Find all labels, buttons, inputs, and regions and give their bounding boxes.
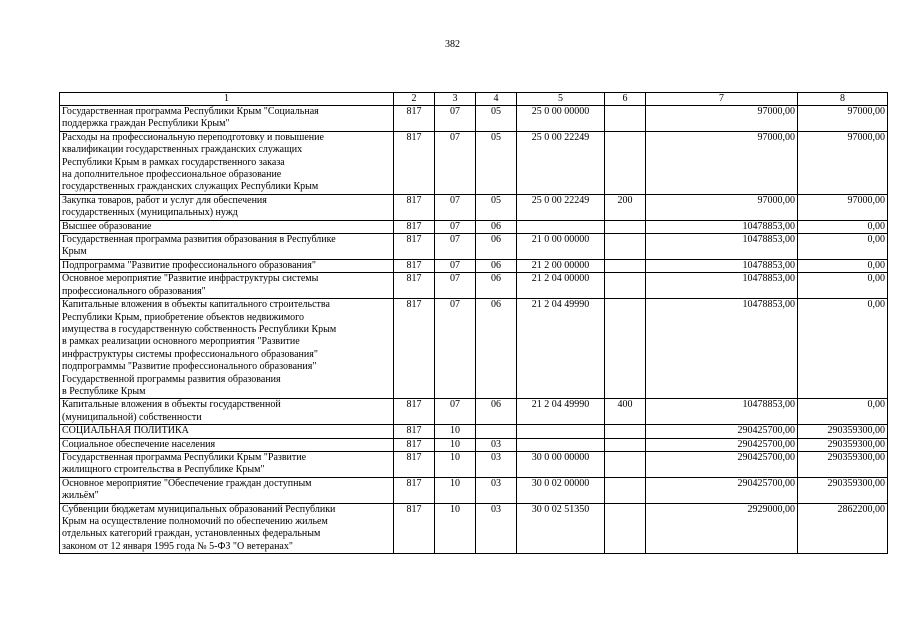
section-code-cell: 07 xyxy=(435,299,476,399)
header-cell: 3 xyxy=(435,93,476,106)
header-cell: 2 xyxy=(394,93,435,106)
page-number: 382 xyxy=(445,39,460,50)
table-row xyxy=(60,220,888,233)
subsection-code-cell: 03 xyxy=(476,451,517,477)
ministry-code-cell: 817 xyxy=(394,438,435,451)
section-code-cell: 07 xyxy=(435,234,476,260)
ministry-code-cell: 817 xyxy=(394,477,435,503)
amount-year1-cell: 290425700,00 xyxy=(646,451,798,477)
table-row xyxy=(60,106,888,132)
amount-year2-cell: 290359300,00 xyxy=(798,425,888,438)
amount-year1-cell: 290425700,00 xyxy=(646,438,798,451)
amount-year1-cell: 97000,00 xyxy=(646,194,798,220)
subsection-code-cell: 06 xyxy=(476,259,517,272)
amount-year2-cell: 0,00 xyxy=(798,299,888,399)
target-article-cell: 21 2 04 49990 xyxy=(517,399,605,425)
table-row xyxy=(60,425,888,438)
table-row xyxy=(60,451,888,477)
target-article-cell xyxy=(517,438,605,451)
amount-year1-cell: 97000,00 xyxy=(646,131,798,194)
ministry-code-cell: 817 xyxy=(394,220,435,233)
amount-year2-cell: 2862200,00 xyxy=(798,503,888,554)
section-code-cell: 10 xyxy=(435,503,476,554)
name-cell: СОЦИАЛЬНАЯ ПОЛИТИКА xyxy=(60,425,394,438)
name-cell: Высшее образование xyxy=(60,220,394,233)
ministry-code-cell: 817 xyxy=(394,503,435,554)
ministry-code-cell: 817 xyxy=(394,131,435,194)
subsection-code-cell: 06 xyxy=(476,399,517,425)
table-row xyxy=(60,299,888,399)
target-article-cell: 21 2 04 49990 xyxy=(517,299,605,399)
subsection-code-cell: 05 xyxy=(476,106,517,132)
section-code-cell: 10 xyxy=(435,451,476,477)
subsection-code-cell: 05 xyxy=(476,131,517,194)
header-cell: 1 xyxy=(60,93,394,106)
target-article-cell: 21 2 04 00000 xyxy=(517,273,605,299)
amount-year1-cell: 10478853,00 xyxy=(646,234,798,260)
subsection-code-cell: 03 xyxy=(476,438,517,451)
section-code-cell: 07 xyxy=(435,259,476,272)
amount-year2-cell: 0,00 xyxy=(798,399,888,425)
name-cell: Основное мероприятие "Обеспечение граждан доступным жильём" xyxy=(60,477,394,503)
amount-year1-cell: 290425700,00 xyxy=(646,425,798,438)
subsection-code-cell: 06 xyxy=(476,220,517,233)
section-code-cell: 07 xyxy=(435,220,476,233)
amount-year2-cell: 290359300,00 xyxy=(798,438,888,451)
header-cell: 6 xyxy=(605,93,646,106)
expense-type-cell xyxy=(605,299,646,399)
amount-year2-cell: 97000,00 xyxy=(798,194,888,220)
target-article-cell: 21 0 00 00000 xyxy=(517,234,605,260)
ministry-code-cell: 817 xyxy=(394,234,435,260)
name-cell: Государственная программа Республики Крым "Развитие жилищного строительства в Республике Крым" xyxy=(60,451,394,477)
section-code-cell: 07 xyxy=(435,131,476,194)
ministry-code-cell: 817 xyxy=(394,451,435,477)
amount-year1-cell: 10478853,00 xyxy=(646,259,798,272)
expense-type-cell xyxy=(605,451,646,477)
ministry-code-cell: 817 xyxy=(394,194,435,220)
target-article-cell: 25 0 00 00000 xyxy=(517,106,605,132)
header-cell: 8 xyxy=(798,93,888,106)
section-code-cell: 10 xyxy=(435,425,476,438)
section-code-cell: 10 xyxy=(435,438,476,451)
target-article-cell: 25 0 00 22249 xyxy=(517,131,605,194)
target-article-cell: 21 2 00 00000 xyxy=(517,259,605,272)
name-cell: Закупка товаров, работ и услуг для обеспечения государственных (муниципальных) нужд xyxy=(60,194,394,220)
table-row xyxy=(60,131,888,194)
table-row xyxy=(60,259,888,272)
name-cell: Государственная программа Республики Крым "Социальная поддержка граждан Республики Крым" xyxy=(60,106,394,132)
name-cell: Капитальные вложения в объекты государственной (муниципальной) собственности xyxy=(60,399,394,425)
amount-year2-cell: 0,00 xyxy=(798,220,888,233)
expense-type-cell xyxy=(605,220,646,233)
expense-type-cell: 200 xyxy=(605,194,646,220)
expense-type-cell xyxy=(605,131,646,194)
subsection-code-cell: 06 xyxy=(476,273,517,299)
table-row xyxy=(60,438,888,451)
expense-type-cell xyxy=(605,234,646,260)
section-code-cell: 07 xyxy=(435,399,476,425)
header-cell: 4 xyxy=(476,93,517,106)
section-code-cell: 07 xyxy=(435,194,476,220)
amount-year2-cell: 97000,00 xyxy=(798,106,888,132)
name-cell: Государственная программа развития образования в Республике Крым xyxy=(60,234,394,260)
expense-type-cell: 400 xyxy=(605,399,646,425)
subsection-code-cell: 06 xyxy=(476,234,517,260)
expense-type-cell xyxy=(605,503,646,554)
target-article-cell: 30 0 02 51350 xyxy=(517,503,605,554)
expense-type-cell xyxy=(605,106,646,132)
name-cell: Подпрограмма "Развитие профессионального образования" xyxy=(60,259,394,272)
table-row xyxy=(60,503,888,554)
amount-year2-cell: 0,00 xyxy=(798,273,888,299)
amount-year1-cell: 10478853,00 xyxy=(646,273,798,299)
target-article-cell: 30 0 00 00000 xyxy=(517,451,605,477)
amount-year1-cell: 10478853,00 xyxy=(646,220,798,233)
name-cell: Основное мероприятие "Развитие инфраструктуры системы профессионального образования" xyxy=(60,273,394,299)
ministry-code-cell: 817 xyxy=(394,106,435,132)
amount-year1-cell: 97000,00 xyxy=(646,106,798,132)
name-cell: Субвенции бюджетам муниципальных образований Республики Крым на осуществление полномочий по обеспечению жильем отдельных категорий граждан, установленных федеральным законом от 12 января 1995 года № 5-ФЗ "О ветеранах" xyxy=(60,503,394,554)
amount-year2-cell: 0,00 xyxy=(798,259,888,272)
ministry-code-cell: 817 xyxy=(394,425,435,438)
expense-type-cell xyxy=(605,259,646,272)
table-row xyxy=(60,399,888,425)
amount-year1-cell: 10478853,00 xyxy=(646,299,798,399)
section-code-cell: 07 xyxy=(435,273,476,299)
subsection-code-cell: 03 xyxy=(476,477,517,503)
header-row xyxy=(60,93,888,106)
target-article-cell: 25 0 00 22249 xyxy=(517,194,605,220)
section-code-cell: 10 xyxy=(435,477,476,503)
name-cell: Социальное обеспечение населения xyxy=(60,438,394,451)
amount-year2-cell: 290359300,00 xyxy=(798,477,888,503)
budget-table xyxy=(59,92,888,554)
expense-type-cell xyxy=(605,438,646,451)
ministry-code-cell: 817 xyxy=(394,259,435,272)
ministry-code-cell: 817 xyxy=(394,299,435,399)
expense-type-cell xyxy=(605,273,646,299)
subsection-code-cell: 03 xyxy=(476,503,517,554)
subsection-code-cell: 06 xyxy=(476,299,517,399)
expense-type-cell xyxy=(605,425,646,438)
table-row xyxy=(60,273,888,299)
expense-type-cell xyxy=(605,477,646,503)
amount-year2-cell: 0,00 xyxy=(798,234,888,260)
table-row xyxy=(60,477,888,503)
name-cell: Расходы на профессиональную переподготовку и повышение квалификации государственных гражданских служащих Республики Крым в рамках государственного заказа на дополнительное профессиональное образование государственных гражданских служащих Республики Крым xyxy=(60,131,394,194)
table-row xyxy=(60,194,888,220)
header-cell: 5 xyxy=(517,93,605,106)
subsection-code-cell xyxy=(476,425,517,438)
amount-year2-cell: 97000,00 xyxy=(798,131,888,194)
header-cell: 7 xyxy=(646,93,798,106)
amount-year1-cell: 2929000,00 xyxy=(646,503,798,554)
target-article-cell: 30 0 02 00000 xyxy=(517,477,605,503)
target-article-cell xyxy=(517,425,605,438)
ministry-code-cell: 817 xyxy=(394,273,435,299)
subsection-code-cell: 05 xyxy=(476,194,517,220)
ministry-code-cell: 817 xyxy=(394,399,435,425)
target-article-cell xyxy=(517,220,605,233)
name-cell: Капитальные вложения в объекты капитального строительства Республики Крым, приобретение объектов недвижимого имущества в государственную собственность Республики Крым в рамках реализации основного мероприятия "Развитие инфраструктуры системы профессионального образования" подпрограммы "Развитие профессионального образования" Государственной программы развития образования в Республике Крым xyxy=(60,299,394,399)
table-row xyxy=(60,234,888,260)
amount-year1-cell: 290425700,00 xyxy=(646,477,798,503)
amount-year1-cell: 10478853,00 xyxy=(646,399,798,425)
section-code-cell: 07 xyxy=(435,106,476,132)
amount-year2-cell: 290359300,00 xyxy=(798,451,888,477)
